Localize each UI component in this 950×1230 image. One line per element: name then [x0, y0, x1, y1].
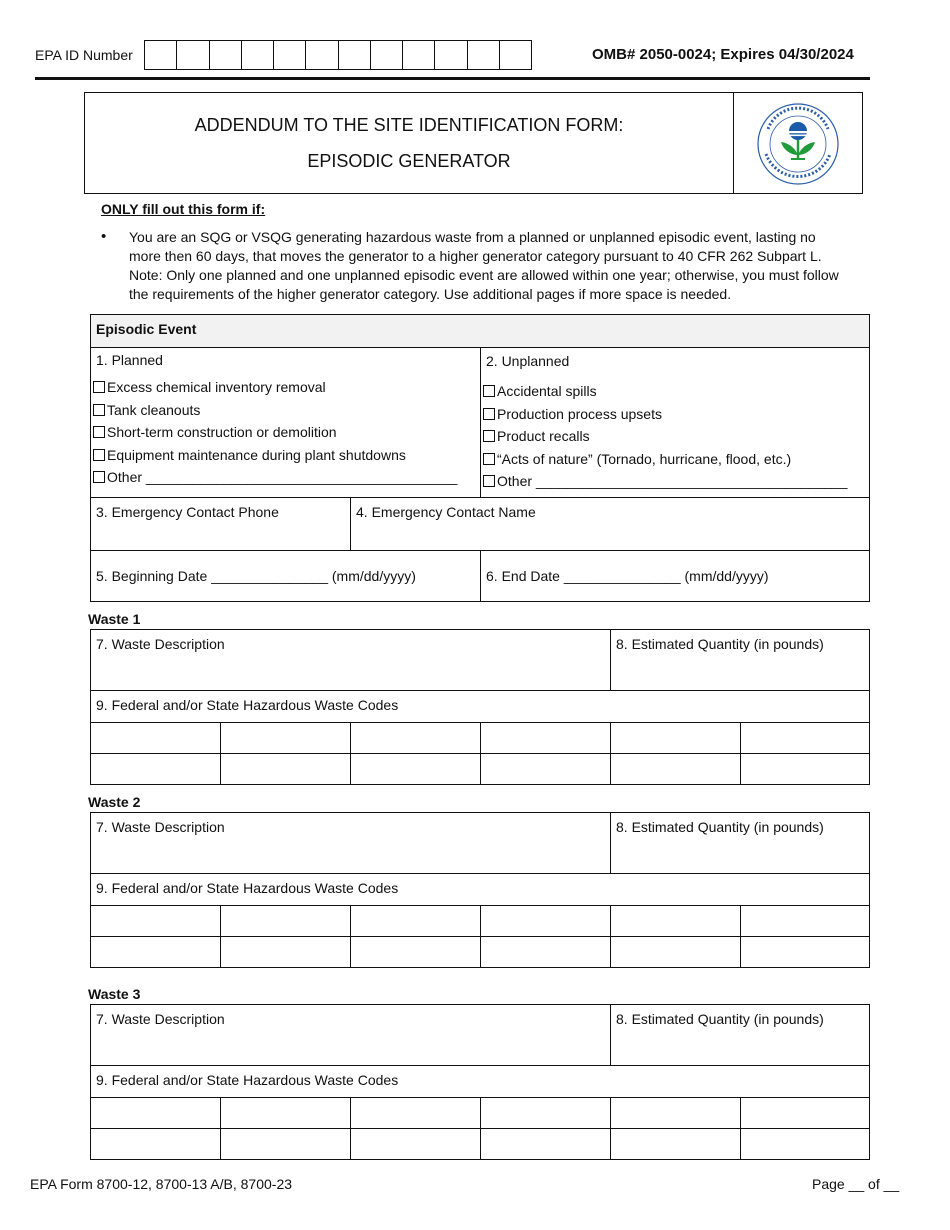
epa-id-input[interactable] — [144, 40, 532, 70]
beginning-date-field[interactable]: 5. Beginning Date _______________ (mm/dd/yyyy) — [91, 551, 481, 602]
planned-option-label: Short-term construction or demolition — [107, 424, 337, 441]
planned-option-other[interactable] — [93, 466, 478, 489]
unplanned-option-label: Accidental spills — [497, 383, 597, 400]
waste-code-cell[interactable] — [611, 937, 741, 968]
unplanned-option[interactable] — [483, 448, 867, 471]
epa-id-digit-box[interactable] — [339, 41, 371, 69]
unplanned-section — [481, 348, 870, 498]
checkbox[interactable] — [93, 426, 105, 438]
waste-code-cell[interactable] — [481, 906, 611, 937]
waste-2-table — [90, 812, 870, 968]
instructions-heading: ONLY fill out this form if: — [101, 201, 266, 217]
waste-1-table — [90, 629, 870, 785]
form-title: ADDENDUM TO THE SITE IDENTIFICATION FORM: — [194, 115, 624, 135]
waste-code-cell[interactable] — [611, 1098, 741, 1129]
epa-id-digit-box[interactable] — [177, 41, 209, 69]
waste-code-cell[interactable] — [221, 937, 351, 968]
planned-option[interactable] — [93, 376, 478, 399]
unplanned-option-label: “Acts of nature” (Tornado, hurricane, flood, etc.) — [497, 450, 792, 467]
planned-option[interactable] — [93, 399, 478, 422]
waste-3-table — [90, 1004, 870, 1160]
form-numbers: EPA Form 8700-12, 8700-13 A/B, 8700-23 — [30, 1176, 293, 1192]
waste-code-cell[interactable] — [741, 937, 870, 968]
waste-code-cell[interactable] — [611, 723, 741, 754]
checkbox[interactable] — [93, 404, 105, 416]
planned-section — [91, 348, 481, 498]
waste-code-cell[interactable] — [741, 723, 870, 754]
epa-id-digit-box[interactable] — [145, 41, 177, 69]
planned-option-label: Other ________________________________________ — [107, 469, 458, 486]
waste-code-cell[interactable] — [91, 906, 221, 937]
waste-code-cell[interactable] — [351, 937, 481, 968]
planned-option[interactable] — [93, 421, 478, 444]
checkbox[interactable] — [483, 475, 495, 487]
waste-description-field[interactable]: 7. Waste Description — [91, 1005, 611, 1066]
unplanned-label: 2. Unplanned — [486, 353, 570, 369]
unplanned-option-other[interactable] — [483, 470, 867, 493]
waste-description-field[interactable]: 7. Waste Description — [91, 813, 611, 874]
waste-code-cell[interactable] — [351, 723, 481, 754]
unplanned-option-label: Other ________________________________________ — [497, 473, 848, 490]
waste-code-cell[interactable] — [741, 1098, 870, 1129]
unplanned-option[interactable] — [483, 403, 867, 426]
waste-code-cell[interactable] — [221, 723, 351, 754]
epa-id-digit-box[interactable] — [403, 41, 435, 69]
waste-description-field[interactable]: 7. Waste Description — [91, 630, 611, 691]
waste-code-cell[interactable] — [741, 1129, 870, 1160]
checkbox[interactable] — [93, 449, 105, 461]
epa-id-digit-box[interactable] — [242, 41, 274, 69]
waste-code-cell[interactable] — [91, 1098, 221, 1129]
waste-2-title: Waste 2 — [88, 794, 141, 810]
bullet-icon: • — [101, 228, 107, 245]
emergency-phone-field[interactable]: 3. Emergency Contact Phone — [91, 498, 351, 551]
instructions-text: You are an SQG or VSQG generating hazardous waste from a planned or unplanned episodic event, lasting no more then 60 days, that moves the generator to a higher generator category pursuant to 40 CFR 262 Subpart L. Note: Only one planned and one unplanned episodic event are allowed within one year; otherwise, you must follow the requirements of the higher generator category. Use additional pages if more space is needed. — [129, 229, 839, 302]
unplanned-option[interactable] — [483, 380, 867, 403]
emergency-name-field[interactable]: 4. Emergency Contact Name — [351, 498, 870, 551]
epa-id-digit-box[interactable] — [306, 41, 338, 69]
waste-code-cell[interactable] — [741, 906, 870, 937]
waste-codes-label: 9. Federal and/or State Hazardous Waste Codes — [91, 1066, 870, 1098]
waste-3-title: Waste 3 — [88, 986, 141, 1002]
waste-1-title: Waste 1 — [88, 611, 141, 627]
waste-code-cell[interactable] — [481, 1098, 611, 1129]
epa-id-digit-box[interactable] — [371, 41, 403, 69]
waste-code-cell[interactable] — [611, 1129, 741, 1160]
unplanned-option[interactable] — [483, 425, 867, 448]
estimated-quantity-field[interactable]: 8. Estimated Quantity (in pounds) — [611, 1005, 870, 1066]
checkbox[interactable] — [93, 471, 105, 483]
estimated-quantity-field[interactable]: 8. Estimated Quantity (in pounds) — [611, 630, 870, 691]
waste-code-cell[interactable] — [481, 723, 611, 754]
end-date-field[interactable]: 6. End Date _______________ (mm/dd/yyyy) — [481, 551, 870, 602]
waste-code-cell[interactable] — [221, 1129, 351, 1160]
episodic-event-table — [90, 314, 870, 602]
epa-id-digit-box[interactable] — [210, 41, 242, 69]
waste-code-cell[interactable] — [741, 754, 870, 785]
epa-id-digit-box[interactable] — [435, 41, 467, 69]
epa-id-label: EPA ID Number — [35, 47, 133, 63]
waste-code-cell[interactable] — [481, 937, 611, 968]
waste-code-cell[interactable] — [221, 754, 351, 785]
episodic-event-heading: Episodic Event — [91, 315, 870, 348]
omb-number: OMB# 2050-0024; Expires 04/30/2024 — [592, 46, 854, 63]
waste-code-cell[interactable] — [221, 906, 351, 937]
unplanned-option-label: Production process upsets — [497, 405, 662, 422]
planned-option-label: Excess chemical inventory removal — [107, 379, 326, 396]
epa-id-digit-box[interactable] — [500, 41, 531, 69]
header-rule — [35, 77, 870, 80]
waste-code-cell[interactable] — [91, 1129, 221, 1160]
waste-code-cell[interactable] — [351, 906, 481, 937]
waste-code-cell[interactable] — [611, 906, 741, 937]
epa-id-digit-box[interactable] — [468, 41, 500, 69]
waste-code-cell[interactable] — [91, 723, 221, 754]
logo-cell — [733, 93, 863, 193]
waste-code-cell[interactable] — [91, 937, 221, 968]
checkbox[interactable] — [483, 430, 495, 442]
form-subtitle: EPISODIC GENERATOR — [307, 151, 511, 171]
unplanned-option-label: Product recalls — [497, 428, 590, 445]
epa-id-digit-box[interactable] — [274, 41, 306, 69]
waste-code-cell[interactable] — [91, 754, 221, 785]
waste-code-cell[interactable] — [351, 1129, 481, 1160]
planned-option-label: Equipment maintenance during plant shutdowns — [107, 446, 406, 463]
checkbox[interactable] — [483, 453, 495, 465]
estimated-quantity-field[interactable]: 8. Estimated Quantity (in pounds) — [611, 813, 870, 874]
planned-option-label: Tank cleanouts — [107, 401, 201, 418]
title-box — [84, 92, 863, 194]
epa-seal-logo — [756, 99, 840, 189]
waste-code-cell[interactable] — [481, 1129, 611, 1160]
waste-code-cell[interactable] — [221, 1098, 351, 1129]
waste-code-cell[interactable] — [351, 1098, 481, 1129]
waste-code-cell[interactable] — [351, 754, 481, 785]
checkbox[interactable] — [483, 385, 495, 397]
waste-codes-label: 9. Federal and/or State Hazardous Waste Codes — [91, 874, 870, 906]
waste-code-cell[interactable] — [611, 754, 741, 785]
planned-option[interactable] — [93, 444, 478, 467]
checkbox[interactable] — [483, 408, 495, 420]
waste-codes-label: 9. Federal and/or State Hazardous Waste Codes — [91, 691, 870, 723]
waste-code-cell[interactable] — [481, 754, 611, 785]
checkbox[interactable] — [93, 381, 105, 393]
page-number: Page __ of __ — [812, 1176, 900, 1192]
planned-label: 1. Planned — [96, 352, 163, 368]
